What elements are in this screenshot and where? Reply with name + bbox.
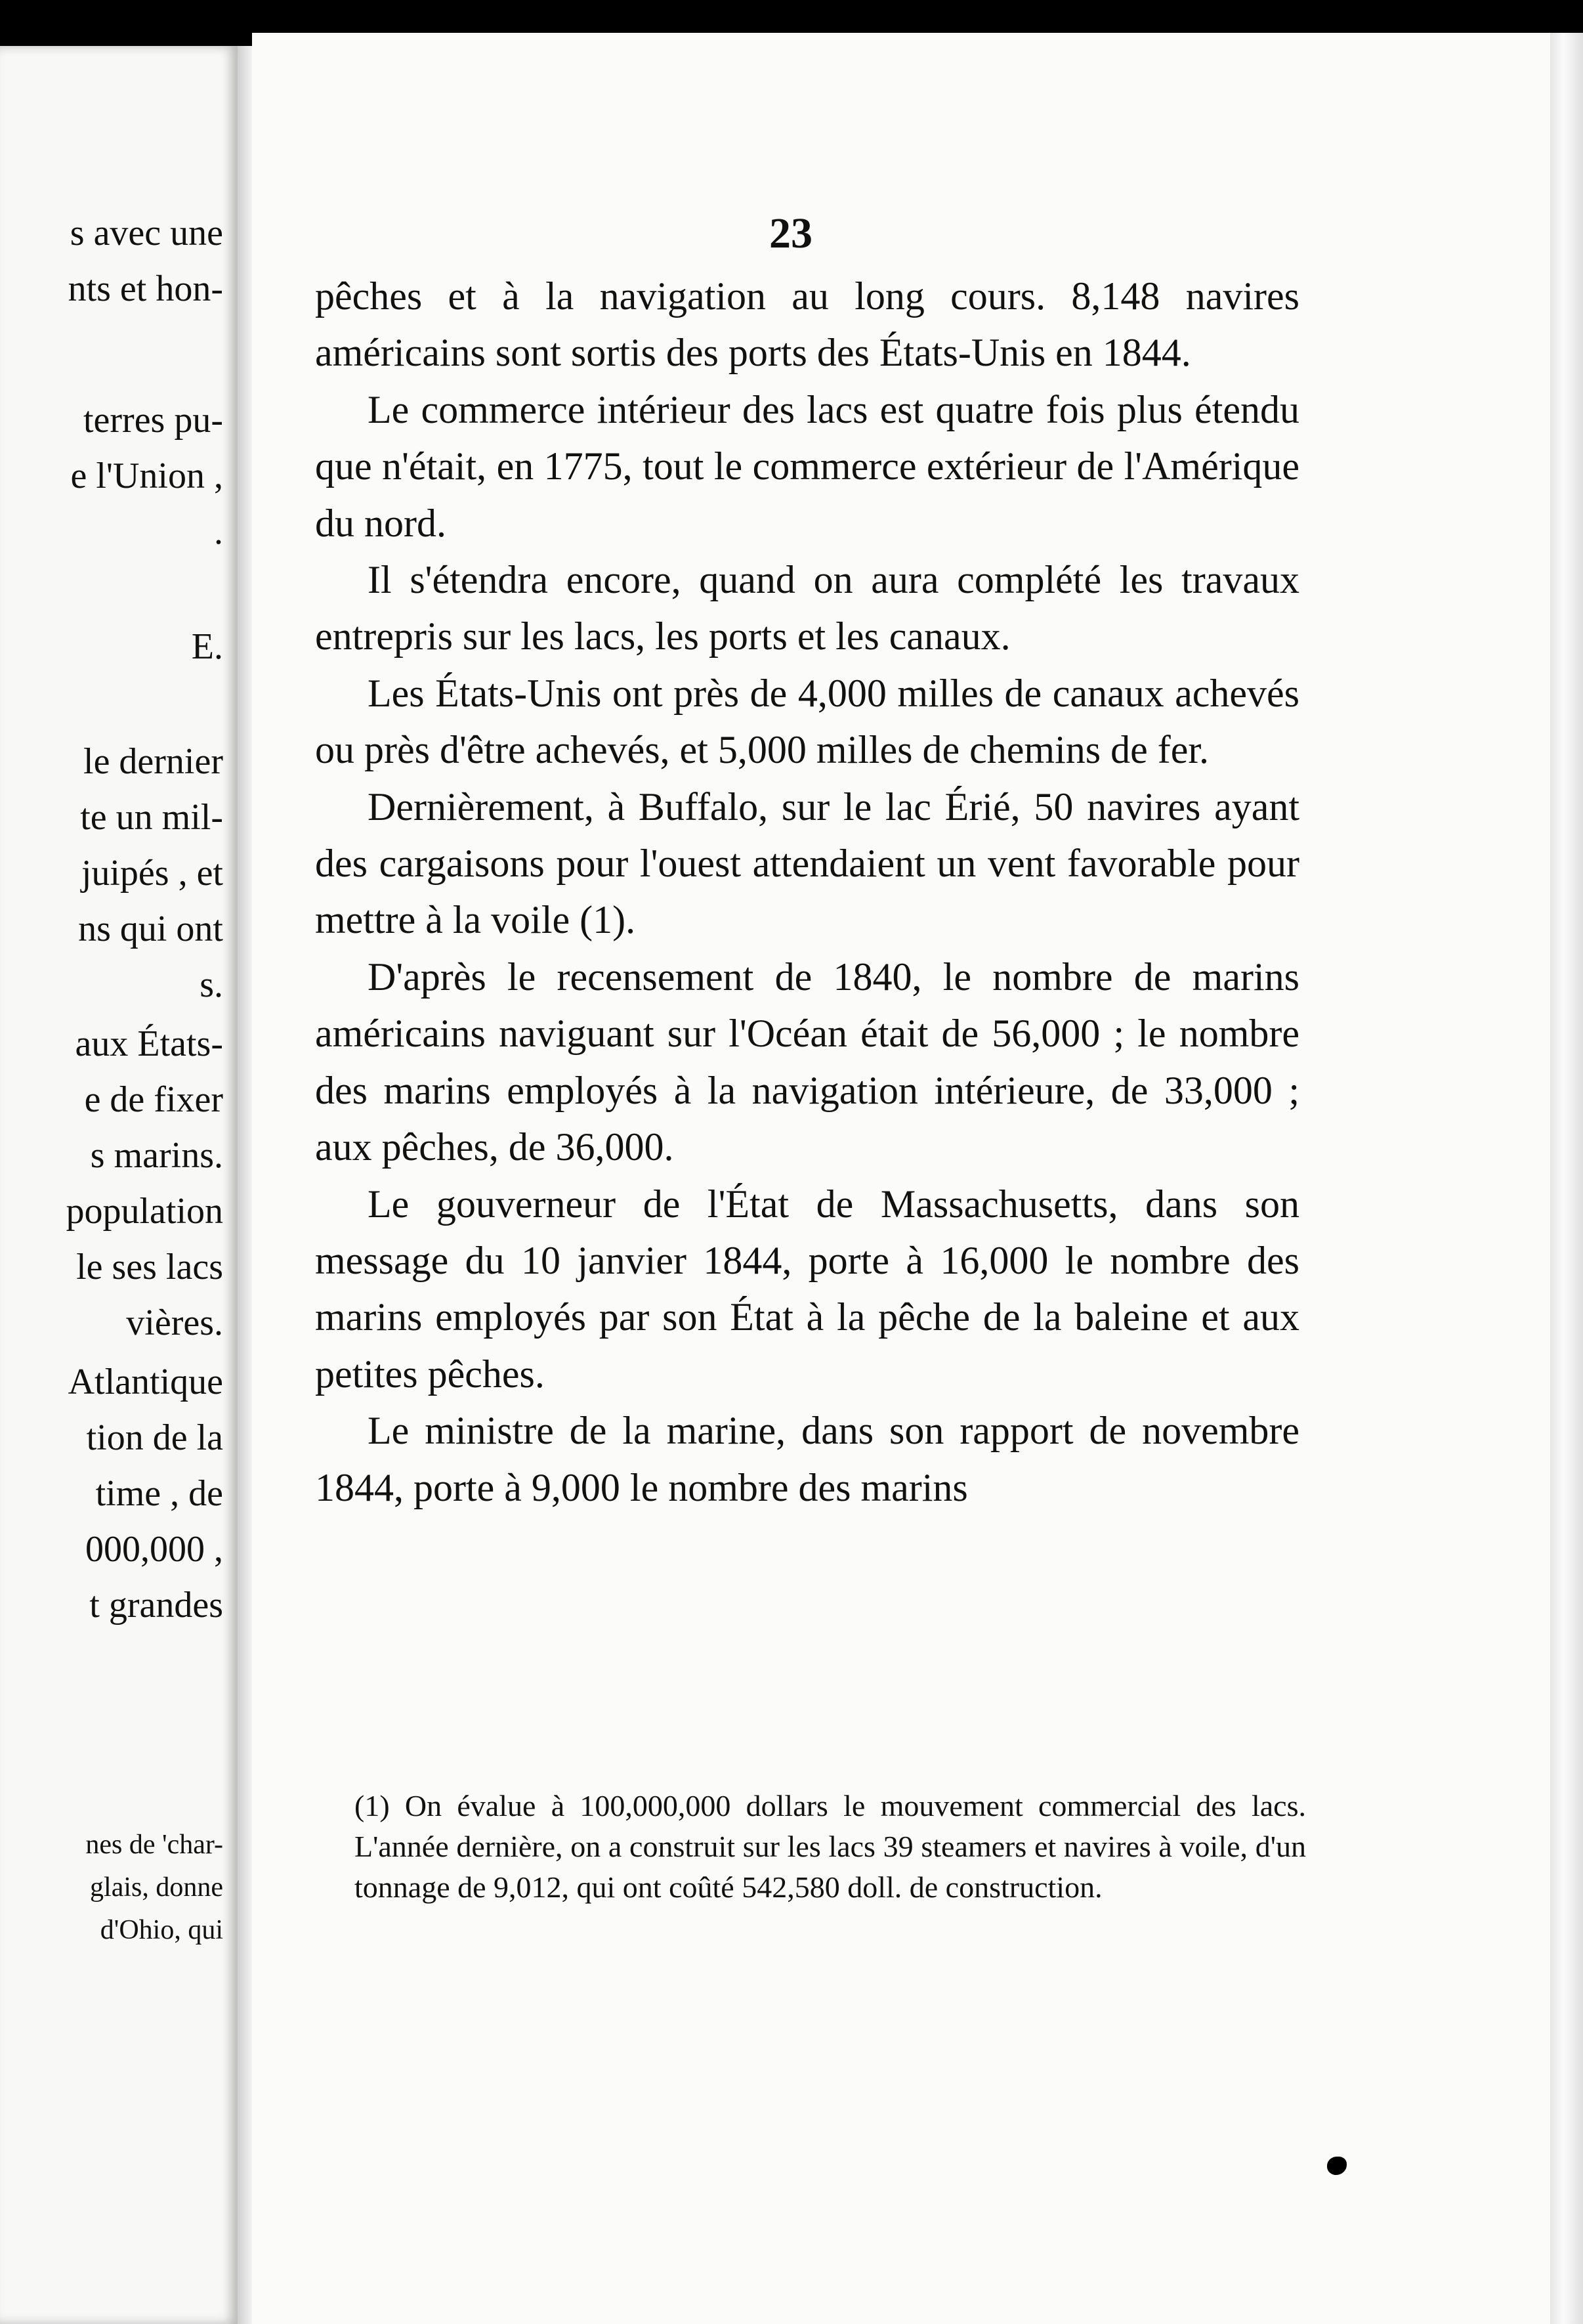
left-page-line: . bbox=[214, 511, 223, 552]
left-page-line: E. bbox=[191, 626, 223, 667]
left-page-line: juipés , et bbox=[81, 853, 223, 893]
page-edge bbox=[1550, 33, 1583, 2324]
paragraph: pêches et à la navigation au long cours. 8,148 navires américains sont sortis des ports des États-Unis en 1844. bbox=[315, 274, 1299, 375]
left-page-line: s. bbox=[200, 964, 223, 1005]
left-page-line: nts et hon- bbox=[68, 269, 223, 309]
left-page-line: te un mil- bbox=[80, 797, 223, 838]
left-page-line: time , de bbox=[95, 1473, 223, 1514]
left-page-footnote-line: glais, donne bbox=[90, 1872, 223, 1903]
left-page-line: aux États- bbox=[75, 1023, 223, 1064]
left-page-line: le dernier bbox=[83, 741, 223, 782]
footnote-text: (1) On évalue à 100,000,000 dollars le mouvement commercial des lacs. L'année dernière, on a construit sur les lacs 39 steamers et navires à voile, d'un tonnage de 9,012, qui ont coûté 542,580 doll. de construction. bbox=[354, 1789, 1306, 1904]
left-page-line: e de fixer bbox=[84, 1079, 223, 1120]
left-page-fragment bbox=[0, 46, 238, 2324]
paragraph: Le commerce intérieur des lacs est quatre fois plus étendu que n'était, en 1775, tout le commerce extérieur de l'Amérique du nord. bbox=[315, 387, 1299, 545]
left-page-line: le ses lacs bbox=[76, 1247, 223, 1287]
paragraph: Le gouverneur de l'État de Massachusetts, dans son message du 10 janvier 1844, porte à 16,000 le nombre des marins employés par son État à la pêche de la baleine et aux petites pêches. bbox=[315, 1182, 1299, 1396]
paragraph: Il s'étendra encore, quand on aura complété les travaux entrepris sur les lacs, les ports et les canaux. bbox=[315, 558, 1299, 658]
left-page-footnote-line: d'Ohio, qui bbox=[100, 1915, 223, 1945]
left-page-line: Atlantique bbox=[68, 1362, 223, 1402]
paragraph: Les États-Unis ont près de 4,000 milles de canaux achevés ou près d'être achevés, et 5,000 milles de chemins de fer. bbox=[315, 671, 1299, 772]
left-page-line: s marins. bbox=[90, 1135, 223, 1176]
page-number: 23 bbox=[769, 209, 813, 257]
body-text bbox=[315, 268, 1299, 1516]
book-gutter bbox=[238, 46, 252, 2324]
left-page-line: vières. bbox=[126, 1302, 223, 1343]
left-page-line: e l'Union , bbox=[70, 456, 223, 496]
left-page-line: ns qui ont bbox=[78, 909, 223, 949]
left-page-footnote-line: nes de 'char- bbox=[85, 1830, 223, 1860]
left-page-line: tion de la bbox=[86, 1417, 223, 1458]
left-page-line: population bbox=[66, 1191, 223, 1232]
footnote bbox=[354, 1786, 1306, 1908]
paragraph: Dernièrement, à Buffalo, sur le lac Érié, 50 navires ayant des cargaisons pour l'ouest attendaient un vent favorable pour mettre à la voile (1). bbox=[315, 785, 1299, 942]
paragraph: Le ministre de la marine, dans son rapport de novembre 1844, porte à 9,000 le nombre des marins bbox=[315, 1409, 1299, 1509]
left-page-line: terres pu- bbox=[83, 400, 223, 441]
left-page-line: 000,000 , bbox=[85, 1529, 223, 1570]
left-page-line: t grandes bbox=[89, 1585, 223, 1625]
left-page-line: s avec une bbox=[70, 213, 223, 253]
paragraph: D'après le recensement de 1840, le nombre de marins américains naviguant sur l'Océan était de 56,000 ; le nombre des marins employés à la navigation intérieure, de 33,000 ; aux pêches, de 36,000. bbox=[315, 955, 1299, 1169]
